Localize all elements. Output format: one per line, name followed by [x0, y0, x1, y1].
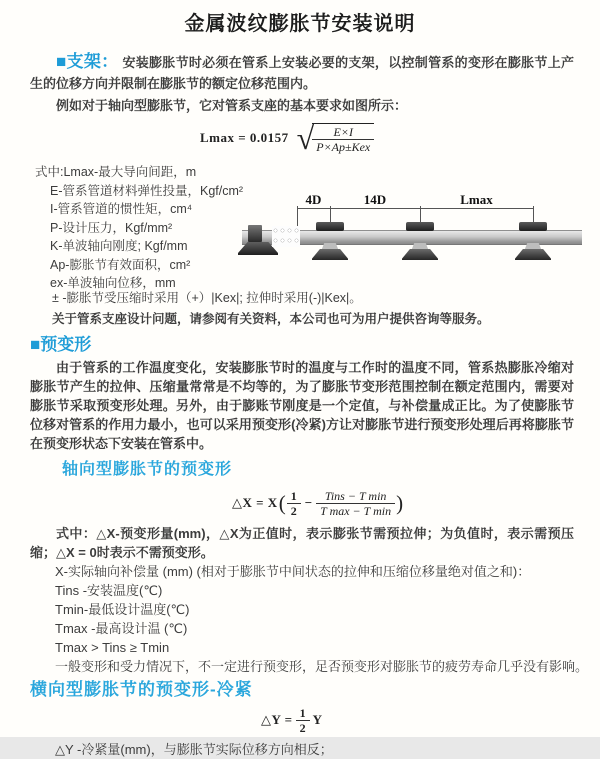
support-clamp	[519, 222, 547, 231]
formula-lateral-lhs: △Y =	[261, 712, 293, 727]
definition-line: 式中:Lmax-最大导向间距，m	[35, 165, 197, 179]
pipe-support	[402, 222, 438, 262]
axial-definitions-list	[0, 562, 600, 676]
formula-lmax	[200, 121, 600, 155]
dimension-line	[297, 208, 533, 209]
definition-line: X-实际轴向补偿量 (mm) (相对于膨胀节中间状态的拉伸和压缩位移量绝对值之和)：	[55, 564, 531, 579]
support-clamp	[316, 222, 344, 231]
anchor-support	[248, 225, 262, 242]
pipe-support	[515, 222, 551, 262]
formula-lateral-rhs: Y	[312, 712, 323, 727]
formula-axial	[232, 488, 600, 518]
support-section-heading: ■支架：	[56, 52, 119, 71]
definition-line: ex-单波轴向位移，mm	[50, 276, 176, 290]
support-foot	[515, 249, 551, 260]
temperature-fraction	[316, 489, 395, 518]
formula-lmax-fraction	[312, 125, 374, 154]
dimension-label-lmax: Lmax	[460, 192, 493, 207]
definition-line: I-管系管道的惯性矩，cm⁴	[50, 202, 193, 216]
predeform-body-paragraph: 由于管系的工作温度变化，安装膨胀节时的温度与工作时的温度不同，管系热膨胀冷缩对膨胀节产生的拉伸、压缩量常常是不均等的，为了膨胀节变形范围控制在额定范围内，需要对膨胀节采取预变形处理。另外，由于膨账节刚度是一个定值，与补偿量成正比。为了使膨胀节位移对管系的作用力最小，也可以采用预变形(冷紧)方让对膨胀节进行预变形处理后再将膨胀节在预变形状态下安装在管系中。	[30, 360, 574, 451]
bellows-coils	[272, 226, 300, 247]
support-neck	[411, 243, 429, 249]
sqrt-radical-icon: √	[296, 120, 315, 156]
predeform-section-heading: ■预变形	[30, 335, 92, 354]
lateral-note-line: △Y -冷紧量(mm)，与膨胀节实际位移方向相反；	[55, 742, 333, 757]
minus-operator: −	[304, 495, 313, 510]
right-paren: )	[396, 490, 404, 515]
fraction-denominator: 2	[299, 720, 306, 735]
support-intro-paragraph	[30, 51, 574, 94]
fraction-denominator: 2	[290, 503, 297, 518]
dimension-label-14d: 14D	[363, 192, 387, 207]
lateral-note-list	[0, 740, 600, 759]
support-neck	[524, 243, 542, 249]
support-neck	[321, 243, 339, 249]
definition-line: E-管系管道材料弹性投量，Kgf/cm²	[50, 183, 244, 198]
pipe-support-diagram	[240, 192, 600, 272]
formula-lateral	[258, 706, 600, 734]
definition-line: Tmax > Tins ≥ Tmin	[55, 640, 170, 655]
axial-explain-paragraph: 式中：△X-预变形量(mm)，△X为正值时，表示膨张节需预拉伸；为负值时，表示需预压缩；△X = 0时表示不需预变形。	[30, 526, 574, 560]
definition-line: P-设计压力，Kgf/mm²	[50, 220, 173, 235]
formula-lmax-lhs: Lmax = 0.0157	[200, 130, 289, 145]
pipe-support	[312, 222, 348, 262]
left-paren: (	[278, 490, 286, 515]
formula-lmax-denominator: P×Ap±Kex	[316, 139, 371, 154]
support-intro-text: 安装膨胀节时必须在管系上安装必要的支架，以控制管系的变形在膨胀节上产生的位移方向并限制在膨胀节的额定位移范围内。	[30, 55, 574, 91]
page-title: 金属波纹膨胀节安装说明	[184, 13, 416, 35]
fraction-numerator: Tins − T min	[316, 489, 395, 504]
support-foot	[402, 249, 438, 260]
dimension-label-4d: 4D	[305, 192, 322, 207]
support-example-line: 例如对于轴向型膨胀节，它对管系支座的基本要求如图所示：	[56, 98, 408, 113]
fraction-numerator: 1	[287, 489, 301, 504]
fraction-denominator: T max − T min	[320, 503, 392, 518]
definition-line: Tins -安装温度(℃)	[55, 583, 163, 598]
definition-line: Tmax -最高设计温 (℃)	[55, 621, 188, 636]
axial-subsection-heading: 轴向型膨胀节的预变形	[62, 461, 233, 478]
one-half-fraction	[296, 706, 310, 735]
support-clamp	[406, 222, 434, 231]
formula-axial-lhs: △X = X	[232, 495, 278, 510]
one-half-fraction	[287, 489, 301, 518]
definitions-and-diagram	[0, 159, 600, 289]
lmax-definitions-list	[0, 163, 250, 293]
support-foot	[312, 249, 348, 260]
definition-line: Ap-膨胀节有效面积，cm²	[50, 257, 191, 272]
definition-line: K-单波轴向刚度; Kgf/mm	[50, 239, 188, 253]
fraction-numerator: 1	[296, 706, 310, 721]
sign-convention-note: ± -膨胀节受压缩时采用（+）|Kex|; 拉伸时采用(-)|Kex|。	[52, 291, 362, 305]
formula-lmax-radicand	[312, 123, 374, 154]
service-note: 关于管系支座设计问题，请参阅有关资料，本公司也可为用户提供咨询等服务。	[52, 311, 490, 326]
formula-lmax-numerator: E×I	[312, 125, 374, 140]
lateral-subsection-heading: 横向型膨胀节的预变形-冷紧	[30, 680, 253, 699]
definition-line: 一般变形和受力情况下，不一定进行预变形，足否预变形对膨胀节的疲劳寿命几乎没有影响。	[55, 659, 589, 674]
definition-line: Tmin-最低设计温度(℃)	[55, 602, 190, 617]
